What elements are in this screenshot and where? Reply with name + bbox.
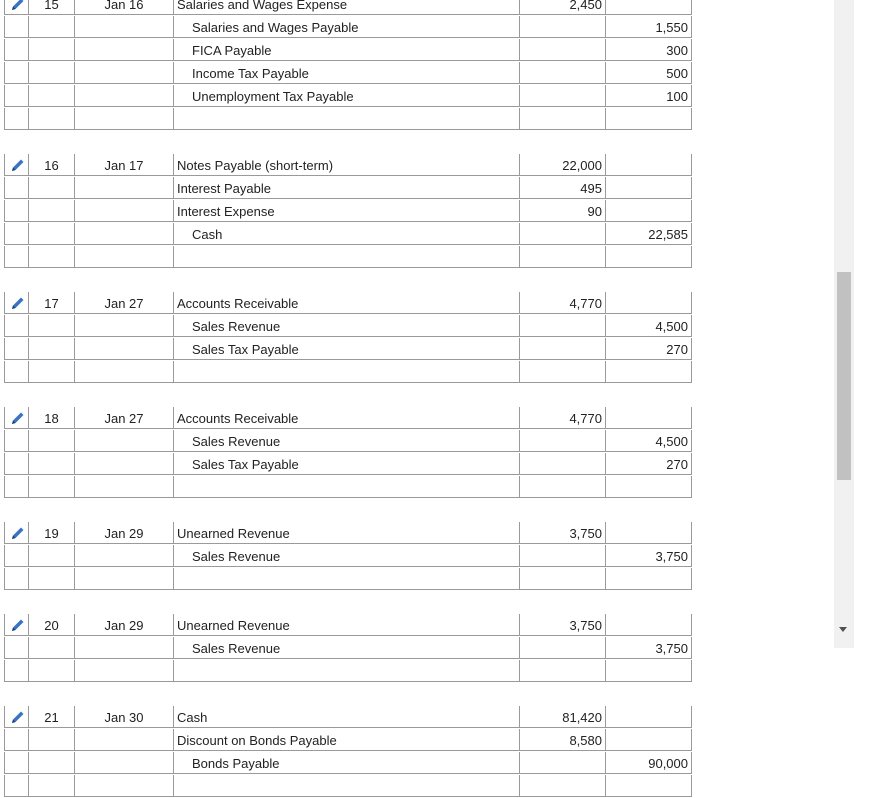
edit-cell: [4, 0, 28, 15]
entry-date: [74, 729, 173, 751]
blank-cell: [4, 568, 28, 590]
blank-cell: [4, 476, 28, 498]
entry-date: [74, 453, 173, 475]
journal-line-row: [0, 637, 692, 660]
entry-number: [28, 729, 74, 751]
journal-line-row: [0, 752, 692, 775]
edit-cell: [4, 752, 28, 774]
entry-number: [28, 85, 74, 107]
entry-number: 19: [28, 522, 74, 544]
entry-date: [74, 16, 173, 38]
entry-date: Jan 27: [74, 407, 173, 429]
journal-line-row: [0, 39, 692, 62]
entry-date: [74, 62, 173, 84]
entry-date: [74, 637, 173, 659]
entry-gap: [0, 384, 692, 407]
credit-amount[interactable]: [605, 706, 692, 728]
edit-cell: [4, 85, 28, 107]
blank-cell: [74, 775, 173, 797]
pencil-icon[interactable]: [10, 0, 26, 12]
blank-entry-row: [0, 660, 692, 683]
blank-cell: [28, 246, 74, 268]
entry-number: [28, 430, 74, 452]
debit-amount[interactable]: 3,750: [519, 522, 605, 544]
journal-line-row: [0, 16, 692, 39]
blank-cell[interactable]: [519, 660, 605, 682]
account-title[interactable]: Sales Revenue: [173, 430, 519, 452]
entry-gap: [0, 269, 692, 292]
edit-cell: [4, 614, 28, 636]
journal-line-row: [0, 453, 692, 476]
debit-amount[interactable]: 495: [519, 177, 605, 199]
entry-date: [74, 200, 173, 222]
credit-amount[interactable]: 4,500: [605, 315, 692, 337]
edit-cell: [4, 453, 28, 475]
blank-cell[interactable]: [173, 361, 519, 383]
account-title[interactable]: Sales Tax Payable: [173, 338, 519, 360]
entry-date: [74, 315, 173, 337]
debit-amount[interactable]: 81,420: [519, 706, 605, 728]
credit-amount[interactable]: 300: [605, 39, 692, 61]
entry-date: Jan 29: [74, 614, 173, 636]
debit-amount[interactable]: 3,750: [519, 614, 605, 636]
debit-amount[interactable]: [519, 16, 605, 38]
entry-date: [74, 85, 173, 107]
entry-date: [74, 338, 173, 360]
entry-number: [28, 177, 74, 199]
entry-gap: [0, 591, 692, 614]
entry-date: Jan 17: [74, 154, 173, 176]
blank-cell: [4, 246, 28, 268]
edit-cell: [4, 62, 28, 84]
entry-number: [28, 16, 74, 38]
pencil-icon[interactable]: [10, 525, 26, 541]
blank-cell[interactable]: [605, 246, 692, 268]
entry-gap: [0, 499, 692, 522]
edit-cell: [4, 315, 28, 337]
debit-amount[interactable]: 22,000: [519, 154, 605, 176]
pencil-icon[interactable]: [10, 617, 26, 633]
blank-cell[interactable]: [519, 246, 605, 268]
entry-number: [28, 338, 74, 360]
debit-amount[interactable]: [519, 545, 605, 567]
blank-cell: [28, 775, 74, 797]
edit-cell: [4, 200, 28, 222]
vertical-scrollbar[interactable]: [834, 0, 854, 648]
blank-cell[interactable]: [605, 660, 692, 682]
journal-line-row: [0, 200, 692, 223]
credit-amount[interactable]: 270: [605, 338, 692, 360]
credit-amount[interactable]: 270: [605, 453, 692, 475]
debit-amount[interactable]: 90: [519, 200, 605, 222]
blank-cell[interactable]: [605, 476, 692, 498]
blank-cell[interactable]: [605, 361, 692, 383]
debit-amount[interactable]: [519, 223, 605, 245]
blank-cell: [28, 108, 74, 130]
entry-number: 20: [28, 614, 74, 636]
entry-number: [28, 200, 74, 222]
edit-cell: [4, 39, 28, 61]
edit-cell: [4, 177, 28, 199]
blank-cell: [28, 660, 74, 682]
journal-line-row: [0, 62, 692, 85]
blank-cell: [74, 476, 173, 498]
account-title[interactable]: Sales Tax Payable: [173, 453, 519, 475]
credit-amount[interactable]: [605, 177, 692, 199]
blank-entry-row: [0, 246, 692, 269]
entry-number: 21: [28, 706, 74, 728]
entry-date: [74, 39, 173, 61]
credit-amount[interactable]: [605, 522, 692, 544]
debit-amount[interactable]: [519, 315, 605, 337]
entry-number: 16: [28, 154, 74, 176]
journal-line-row: [0, 545, 692, 568]
blank-cell: [74, 568, 173, 590]
debit-amount[interactable]: 4,770: [519, 407, 605, 429]
journal-line-row: [0, 430, 692, 453]
account-title[interactable]: Sales Revenue: [173, 545, 519, 567]
edit-cell: [4, 223, 28, 245]
credit-amount[interactable]: [605, 407, 692, 429]
blank-cell: [4, 108, 28, 130]
account-title[interactable]: Cash: [173, 223, 519, 245]
blank-cell[interactable]: [173, 108, 519, 130]
journal-line-row: [0, 315, 692, 338]
entry-date: [74, 545, 173, 567]
credit-amount[interactable]: 3,750: [605, 545, 692, 567]
entry-date: [74, 223, 173, 245]
blank-cell[interactable]: [519, 775, 605, 797]
entry-number: 15: [28, 0, 74, 15]
pencil-icon[interactable]: [10, 157, 26, 173]
journal-line-row: [0, 706, 692, 729]
pencil-icon[interactable]: [10, 295, 26, 311]
pencil-icon[interactable]: [10, 709, 26, 725]
debit-amount[interactable]: 4,770: [519, 292, 605, 314]
edit-cell: [4, 16, 28, 38]
debit-amount[interactable]: [519, 338, 605, 360]
scroll-down-arrow-icon[interactable]: [839, 627, 847, 632]
entry-number: [28, 315, 74, 337]
entry-date: [74, 430, 173, 452]
blank-cell: [74, 361, 173, 383]
journal-line-row: [0, 85, 692, 108]
journal-line-row: [0, 407, 692, 430]
credit-amount[interactable]: 3,750: [605, 637, 692, 659]
edit-cell: [4, 430, 28, 452]
credit-amount[interactable]: [605, 200, 692, 222]
entry-date: [74, 177, 173, 199]
journal-line-row: [0, 292, 692, 315]
edit-cell: [4, 706, 28, 728]
entry-gap: [0, 683, 692, 706]
blank-entry-row: [0, 361, 692, 384]
blank-cell: [4, 775, 28, 797]
entry-date: Jan 16: [74, 0, 173, 15]
account-title[interactable]: Sales Revenue: [173, 315, 519, 337]
account-title[interactable]: Interest Payable: [173, 177, 519, 199]
journal-line-row: [0, 223, 692, 246]
edit-cell: [4, 545, 28, 567]
journal-line-row: [0, 0, 692, 16]
credit-amount[interactable]: 90,000: [605, 752, 692, 774]
edit-cell: [4, 729, 28, 751]
account-title[interactable]: Notes Payable (short-term): [173, 154, 519, 176]
blank-cell[interactable]: [605, 568, 692, 590]
entry-date: Jan 29: [74, 522, 173, 544]
entry-number: 17: [28, 292, 74, 314]
edit-cell: [4, 154, 28, 176]
pencil-icon[interactable]: [10, 410, 26, 426]
account-title[interactable]: Income Tax Payable: [173, 62, 519, 84]
debit-amount[interactable]: [519, 62, 605, 84]
edit-cell: [4, 637, 28, 659]
journal-line-row: [0, 177, 692, 200]
account-title[interactable]: Sales Revenue: [173, 637, 519, 659]
entry-number: [28, 453, 74, 475]
credit-amount[interactable]: 1,550: [605, 16, 692, 38]
blank-cell[interactable]: [519, 476, 605, 498]
journal-line-row: [0, 338, 692, 361]
debit-amount[interactable]: [519, 752, 605, 774]
blank-entry-row: [0, 476, 692, 499]
credit-amount[interactable]: [605, 154, 692, 176]
blank-cell: [28, 361, 74, 383]
blank-cell[interactable]: [605, 775, 692, 797]
journal-line-row: [0, 154, 692, 177]
blank-cell[interactable]: [173, 476, 519, 498]
account-title[interactable]: Interest Expense: [173, 200, 519, 222]
blank-cell: [74, 246, 173, 268]
edit-cell: [4, 338, 28, 360]
blank-cell: [74, 108, 173, 130]
edit-cell: [4, 407, 28, 429]
entry-number: 18: [28, 407, 74, 429]
debit-amount[interactable]: 8,580: [519, 729, 605, 751]
blank-cell: [28, 568, 74, 590]
journal-line-row: [0, 522, 692, 545]
debit-amount[interactable]: 2,450: [519, 0, 605, 15]
blank-cell: [28, 476, 74, 498]
credit-amount[interactable]: 100: [605, 85, 692, 107]
blank-cell[interactable]: [173, 660, 519, 682]
blank-cell: [4, 660, 28, 682]
debit-amount[interactable]: [519, 85, 605, 107]
credit-amount[interactable]: 4,500: [605, 430, 692, 452]
account-title[interactable]: Unearned Revenue: [173, 522, 519, 544]
entry-date: Jan 30: [74, 706, 173, 728]
account-title[interactable]: Unearned Revenue: [173, 614, 519, 636]
edit-cell: [4, 292, 28, 314]
credit-amount[interactable]: 500: [605, 62, 692, 84]
account-title[interactable]: Accounts Receivable: [173, 292, 519, 314]
blank-cell[interactable]: [519, 108, 605, 130]
blank-cell: [74, 660, 173, 682]
edit-cell: [4, 522, 28, 544]
account-title[interactable]: Unemployment Tax Payable: [173, 85, 519, 107]
blank-cell: [4, 361, 28, 383]
blank-cell[interactable]: [605, 108, 692, 130]
credit-amount[interactable]: [605, 729, 692, 751]
debit-amount[interactable]: [519, 637, 605, 659]
blank-cell[interactable]: [519, 568, 605, 590]
entry-number: [28, 637, 74, 659]
entry-number: [28, 62, 74, 84]
account-title[interactable]: FICA Payable: [173, 39, 519, 61]
journal-line-row: [0, 614, 692, 637]
blank-entry-row: [0, 108, 692, 131]
entry-number: [28, 752, 74, 774]
blank-cell[interactable]: [173, 568, 519, 590]
blank-entry-row: [0, 775, 692, 798]
blank-cell[interactable]: [519, 361, 605, 383]
account-title[interactable]: Discount on Bonds Payable: [173, 729, 519, 751]
blank-cell[interactable]: [173, 775, 519, 797]
scrollbar-thumb[interactable]: [837, 272, 851, 480]
credit-amount[interactable]: [605, 0, 692, 15]
entry-number: [28, 223, 74, 245]
entry-gap: [0, 131, 692, 154]
credit-amount[interactable]: [605, 614, 692, 636]
blank-cell[interactable]: [173, 246, 519, 268]
debit-amount[interactable]: [519, 39, 605, 61]
entry-number: [28, 545, 74, 567]
account-title[interactable]: Cash: [173, 706, 519, 728]
entry-number: [28, 39, 74, 61]
account-title[interactable]: Salaries and Wages Payable: [173, 16, 519, 38]
entry-date: Jan 27: [74, 292, 173, 314]
blank-entry-row: [0, 568, 692, 591]
journal-line-row: [0, 729, 692, 752]
credit-amount[interactable]: [605, 292, 692, 314]
debit-amount[interactable]: [519, 430, 605, 452]
credit-amount[interactable]: 22,585: [605, 223, 692, 245]
account-title[interactable]: Bonds Payable: [173, 752, 519, 774]
account-title[interactable]: Accounts Receivable: [173, 407, 519, 429]
debit-amount[interactable]: [519, 453, 605, 475]
account-title[interactable]: Salaries and Wages Expense: [173, 0, 519, 15]
entry-date: [74, 752, 173, 774]
